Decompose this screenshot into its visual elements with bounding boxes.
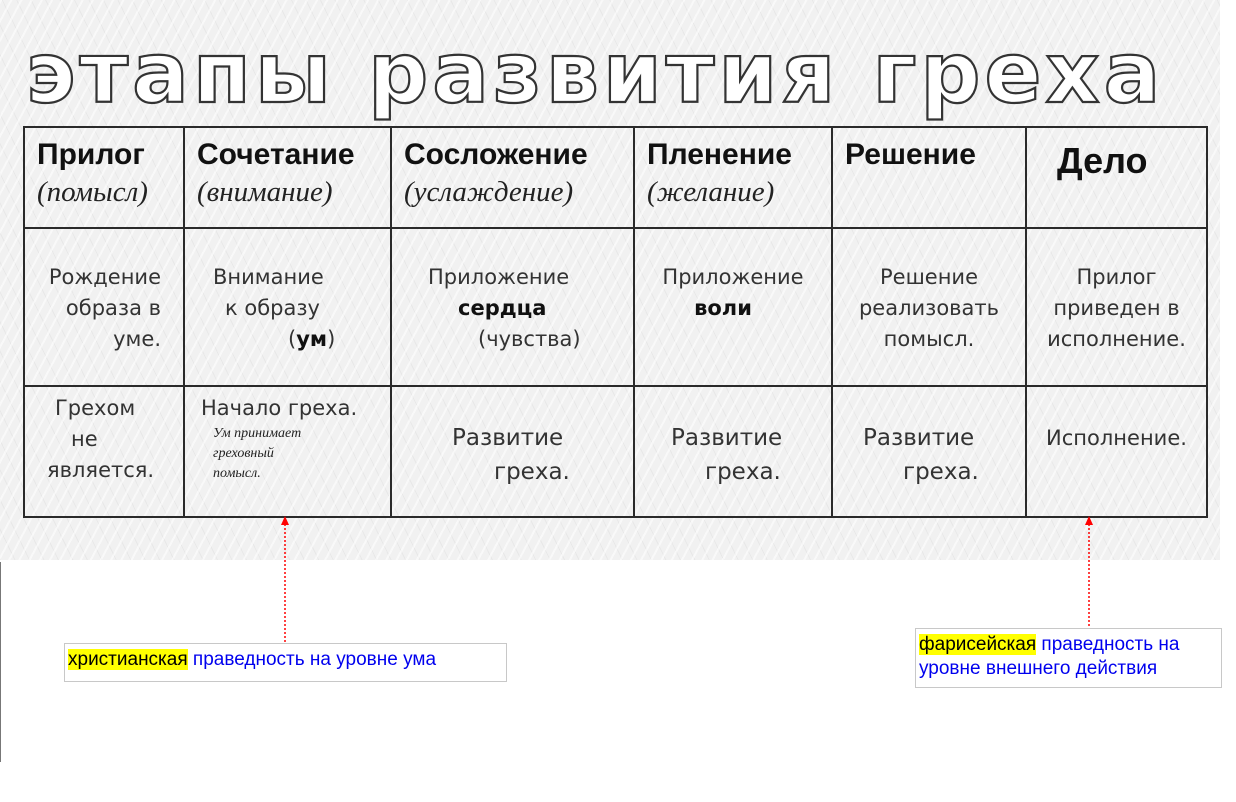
sin-note-line: Ум принимает [213, 426, 302, 441]
desc-line: Решение [879, 265, 979, 289]
note-highlight: фарисейская [919, 634, 1037, 655]
header-row [24, 127, 1207, 228]
title-text: этапы развития греха [25, 24, 1165, 122]
stages-table [23, 126, 1208, 518]
stage-subtitle: (помысл) [37, 176, 148, 208]
stage-name: Сосложение [404, 138, 588, 171]
sin-line: является. [47, 458, 155, 482]
sin-line: греха. [705, 459, 781, 485]
desc-line: Внимание [213, 265, 324, 289]
sin-note-line: помысл. [213, 466, 261, 481]
desc-line-bold: воли [694, 296, 752, 320]
sin-line: греха. [903, 459, 979, 485]
left-border-line [0, 562, 1, 762]
sin-line: греха. [494, 459, 570, 485]
note-text: праведность на уровне внешнего действия [919, 634, 1180, 679]
sin-handwritten-note [185, 424, 390, 484]
stage-subtitle: (желание) [647, 176, 775, 208]
desc-line: Прилог [1076, 265, 1157, 289]
desc-line: Приложение [428, 265, 570, 289]
sin-cell-delo [1026, 386, 1207, 517]
note-highlight: христианская [68, 649, 188, 670]
desc-line: уме. [113, 327, 161, 351]
desc-line: приведен в [1053, 296, 1180, 320]
christian-righteousness-note [64, 643, 507, 682]
header-cell-plenenie [634, 127, 832, 228]
desc-cell-soslozhenie [391, 228, 634, 386]
desc-cell-reshenie [832, 228, 1026, 386]
stage-subtitle: (внимание) [197, 176, 333, 208]
page-title [0, 22, 1220, 122]
desc-line: Приложение [662, 265, 804, 289]
sin-cell-prilog [24, 386, 184, 517]
pharisee-righteousness-note [915, 628, 1222, 688]
stage-name: Прилог [37, 138, 145, 171]
header-cell-reshenie [832, 127, 1026, 228]
desc-bold: ум [296, 327, 328, 351]
arrow-up-icon [275, 514, 295, 644]
sin-line: Начало греха. [201, 396, 358, 420]
desc-line: (чувства) [478, 327, 581, 351]
desc-line: помысл. [883, 327, 975, 351]
description-row [24, 228, 1207, 386]
stage-name: Дело [1057, 140, 1148, 181]
sin-cell-soslozhenie [391, 386, 634, 517]
sin-line: Развитие [671, 425, 783, 451]
sin-line: Исполнение. [1046, 426, 1187, 450]
title-outline-art [0, 22, 1220, 122]
stage-name: Пленение [647, 138, 792, 171]
sin-line: не [71, 427, 98, 451]
desc-line: реализовать [858, 296, 1000, 320]
desc-cell-sochetanie [184, 228, 391, 386]
desc-cell-prilog [24, 228, 184, 386]
desc-line-bold: сердца [458, 296, 547, 320]
sin-cell-sochetanie [184, 386, 391, 517]
desc-line: к образу [225, 296, 320, 320]
desc-line: Рождение [48, 265, 161, 289]
sin-line: Грехом [55, 396, 136, 420]
desc-line-mind: (ум) [288, 327, 336, 351]
desc-cell-plenenie [634, 228, 832, 386]
sin-row [24, 386, 1207, 517]
desc-line: исполнение. [1047, 327, 1186, 351]
desc-cell-delo [1026, 228, 1207, 386]
note-text: праведность на уровне ума [187, 649, 437, 670]
header-cell-delo [1026, 127, 1207, 228]
sin-cell-reshenie [832, 386, 1026, 517]
header-cell-prilog [24, 127, 184, 228]
stage-name: Решение [845, 138, 976, 171]
sin-cell-plenenie [634, 386, 832, 517]
sin-line: Развитие [452, 425, 564, 451]
stage-subtitle: (услаждение) [404, 176, 574, 208]
header-cell-soslozhenie [391, 127, 634, 228]
stage-name: Сочетание [197, 138, 355, 171]
sin-note-line: греховный [213, 446, 274, 461]
sin-line: Развитие [863, 425, 975, 451]
header-cell-sochetanie [184, 127, 391, 228]
desc-line: образа в [65, 296, 161, 320]
arrow-up-icon [1079, 514, 1099, 630]
